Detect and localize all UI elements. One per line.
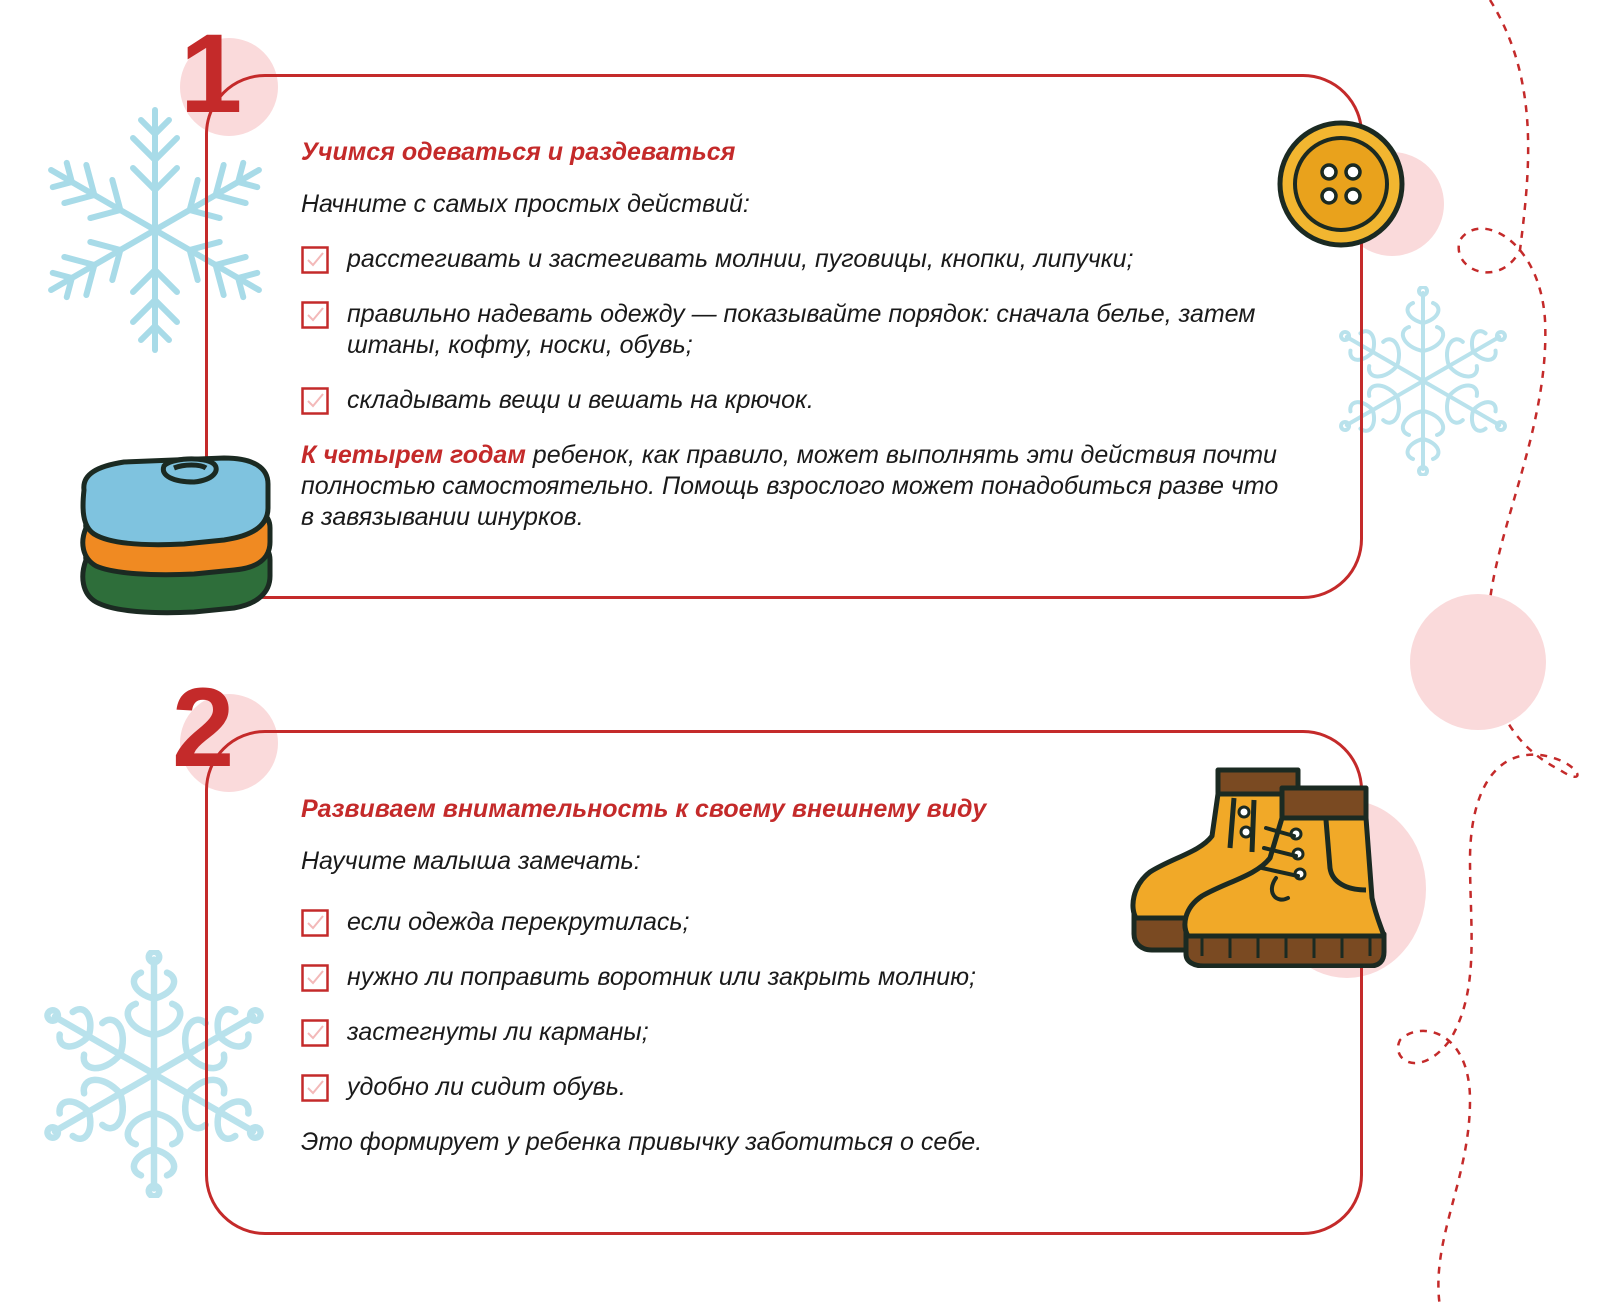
checkbox-icon [301, 301, 329, 329]
folded-clothes-icon [74, 452, 274, 616]
section-number-1: 1 [180, 11, 243, 136]
checklist-item-text: расстегивать и застегивать молнии, пуговицы, кнопки, липучки; [347, 245, 1134, 273]
section-1-note-text: ребенок, как правило, может выполнять эти действия почти полностью самостоятельно. Помощь взрослого может понадобиться разве что в завязывании шнурков. [301, 441, 1279, 531]
section-1-checklist [301, 244, 1291, 416]
checkbox-icon [301, 387, 329, 415]
checkbox-icon [301, 909, 329, 937]
checklist-item [301, 1072, 1291, 1103]
section-2-outro: Это формирует у ребенка привычку заботиться о себе. [301, 1128, 983, 1156]
checklist-item [301, 385, 1291, 416]
checklist-item [301, 299, 1291, 361]
checklist-item-text: удобно ли сидит обувь. [347, 1073, 626, 1101]
checkbox-icon [301, 1019, 329, 1047]
section-1-note [301, 440, 1291, 533]
button-icon [1276, 120, 1406, 250]
checklist-item [301, 962, 1291, 993]
section-2-content [301, 795, 1291, 1182]
checklist-item [301, 907, 1291, 938]
section-2-intro: Научите малыша замечать: [301, 847, 641, 875]
checklist-item-text: правильно надевать одежду — показывайте порядок: сначала белье, затем штаны, кофту, носки, обувь; [347, 300, 1256, 359]
checklist-item [301, 244, 1291, 275]
checkbox-icon [301, 1074, 329, 1102]
checklist-item-text: если одежда перекрутилась; [347, 908, 690, 936]
checkbox-icon [301, 246, 329, 274]
checkbox-icon [301, 964, 329, 992]
pink-circle-decoration [1410, 594, 1546, 730]
section-2-checklist [301, 907, 1291, 1103]
checklist-item-text: застегнуты ли карманы; [347, 1018, 649, 1046]
section-1-note-highlight: К четырем годам [301, 441, 526, 469]
checklist-item-text: нужно ли поправить воротник или закрыть молнию; [347, 963, 976, 991]
checklist-item [301, 1017, 1291, 1048]
checklist-item-text: складывать вещи и вешать на крючок. [347, 386, 814, 414]
section-1-intro: Начните с самых простых действий: [301, 190, 750, 218]
section-1-content [301, 138, 1291, 557]
section-2-title: Развиваем внимательность к своему внешнему виду [301, 795, 987, 823]
section-number-2: 2 [172, 665, 235, 790]
section-1-title: Учимся одеваться и раздеваться [301, 138, 736, 166]
